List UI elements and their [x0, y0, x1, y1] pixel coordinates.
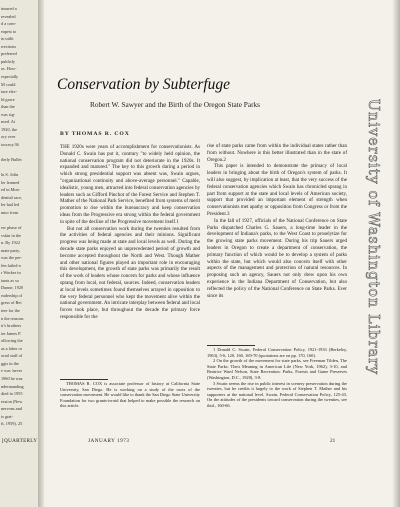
previous-page-line: ler learned [1, 179, 20, 185]
paragraph: rise of state parks came from within the individual states rather than from without. Nowhere is this better illustrated than in the state of Oregon.2 [207, 143, 347, 163]
paragraph: THE 1920s were years of accomplishment for conservationists. As Donald C. Swain has put it, contrary "to widely held opinion, the national conservation program did not deteriorate in the 1920s. It expanded and matured." The key to this growth during a period in which strong presidential support was absent was, Swain argues, "organizational continuity and above-average personnel." Capable, idealistic, young men, attracted into federal conservation agencies by leaders such as Gifford Pinchot of the Forest Service and Stephen T. Mather of the National Park Service, benefited from systems of merit promotion to rise within the bureaucracy and keep conservation ideas from the Progressive era strong within the federal government in spite of the decline of the Progressive movement itself.1 [60, 144, 201, 225]
previous-page-line: died in 1955 [1, 391, 23, 397]
previous-page-line: dential race, [1, 194, 22, 200]
previous-page-line: than the [1, 104, 15, 110]
library-stamp-text: University of Washington Library [365, 98, 381, 376]
previous-page-line: in utilit [1, 36, 14, 42]
previous-page-line: 1960 he was [1, 375, 23, 381]
previous-page-line: ture elec- [1, 89, 18, 95]
paragraph: This paper is intended to demonstrate the primacy of local leaders in bringing about the birth of Oregon's system of parks. It will also suggest, by implication at least, that the very success of the federal conservation agencies which Swain has chronicled sprang in part from support at the state and local levels of American society, support that provided an important element of strength when conservationists met apathy or opposition from Congress or from the President.3 [207, 163, 347, 217]
text-column-right [207, 143, 347, 299]
previous-page-line: nervons and [1, 406, 22, 412]
previous-page-line: ndermanding [1, 383, 24, 389]
article-byline: BY THOMAS R. COX [60, 131, 130, 137]
previous-page-line: ts grat- [1, 413, 14, 419]
previous-page-line: ter James P. [1, 330, 22, 336]
previous-page-line: rrections [1, 43, 17, 49]
paragraph: But not all conservation work during the twenties resulted from the activities of federal agencies and their minions. Significant progress was being made at state and local levels as well. During the decade state parks enjoyed an unprecedented period of growth and become accepted throughout the North and West. Though Mather and other national figures played an important role in encouraging this development, the growth of state parks was primarily the result of the work of leaders whose concern for parks and whose influence sprang from local, not federal, sources. Indeed, conservation leaders at local levels sometimes found themselves arrayed in opposition to the very federal personnel who kept the movement alive within the national government. An intricate interplay between federal and local forces took place, but throughout the decade the primary force responsible for the [60, 225, 200, 320]
previous-page-line: preferred [1, 51, 17, 57]
previous-page-line: M could [1, 81, 16, 87]
author-note [60, 381, 200, 409]
previous-page-line: fen failed-a [1, 262, 21, 268]
footnote-rule [60, 379, 108, 380]
previous-page-line: nnor from [1, 209, 19, 215]
previous-page-line: as a labor or [1, 345, 23, 351]
previous-page-line: gress of Rei [1, 300, 22, 306]
footnote: 1 Donald C. Swain, Federal Conservation Policy, 1921-1933 (Berkeley, 1963), 5-6, 120, 160, 169-70 (quotations are on pp. 170, 160). [207, 347, 347, 358]
previous-page-line: especially [1, 73, 19, 79]
previous-page-line: vskin in the [1, 232, 22, 238]
footnotes [207, 347, 347, 409]
previous-page-line: insured a [1, 6, 17, 11]
previous-page-line: eadership of [1, 292, 23, 298]
previous-page-line: nsed. At [1, 119, 16, 125]
footnote: 2 On the growth of the movement for state parks, see Freeman Tilden, The State Parks: Their Meaning in American Life (New York, 1962), 3-10, and Beatrice Ward Nelson, State Recreation: Parks, Forests and Game Preserves (Washington, D.C., 1928), 3-8. [207, 358, 347, 380]
article-title: Conservation by Subterfuge [57, 76, 231, 93]
previous-page-line: ler had led [1, 202, 20, 208]
previous-page-line: eapest to [1, 28, 17, 34]
paragraph: In the fall of 1927, officials of the National Conference on State Parks dispatched Charles G. Sauers, a long-time leader in the development of Indiana's parks, to the West Coast to proselytize for the growing state parks movement. During his trip Sauers urged leaders in Oregon to create a department of conservation, the primary function of which would be to develop a system of parks within the state, but which would also concern itself with other aspects of the management and protection of natural resources. In proposing such an agency, Sauers not only drew upon his own experience in the Indiana Department of Conservation, but also reflected the policy of the National Conference on State Parks. Ever since its [207, 217, 347, 299]
previous-page-footer: [QUARTERLY [2, 438, 38, 444]
previous-page-line: tlerly Bullet [1, 157, 22, 162]
previous-page-line: ollowing the [1, 338, 23, 344]
page-number: 21 [330, 438, 336, 444]
previous-page-line: d a com- [1, 21, 17, 27]
previous-page-line: ory over [1, 134, 16, 140]
previous-page-line: mate party, [1, 247, 21, 253]
previous-page-line: tunts as so [1, 277, 19, 283]
previous-page-line: ed in Mon- [1, 187, 21, 193]
previous-page-line: revealed [1, 13, 16, 19]
previous-page-line: 1920, the [1, 126, 17, 132]
author-note-text: THOMAS R. COX is associate professor of history at California State University, San Diego. He is working on a study of the roots of the conservation movement. He would like to thank the San Diego State University Foundation for two grants-in-aid that helped to make possible the research on this article. [60, 381, 200, 409]
previous-page-line: was sig- [1, 111, 16, 117]
previous-page-line: Dunne, 1920 [1, 285, 24, 291]
footnote-rule [207, 345, 255, 346]
text-column-left [60, 144, 200, 321]
previous-page-line: e was 'never [1, 368, 23, 374]
previous-page-line: ortal staff of [1, 353, 23, 359]
previous-page-line: n the reasons [1, 315, 24, 321]
previous-page-margin [0, 0, 39, 507]
previous-page-line: ession (New [1, 398, 23, 404]
footnote: 3 Swain seems the rise in public interest in scenery preservation during the twenties, but he credits it largely to the work of Stephen T. Mather and his supporters at the national level. Swain, Federal Conservation Policy, 125-43. On the attitudes of the presidents toward conservation during the twenties, see ibid., 160-66. [207, 380, 347, 408]
article-subtitle: Robert W. Sawyer and the Birth of the Oregon State Parks [90, 100, 261, 109]
page-edge-shadow [392, 0, 400, 507]
previous-page-line: ew phase of [1, 224, 22, 230]
previous-page-line: ln S. Jolin [1, 172, 19, 178]
previous-page-line: n. By 1922 [1, 240, 20, 246]
previous-page-line: publicly [1, 58, 16, 64]
previous-page-line: ir's brothers [1, 323, 22, 329]
previous-page-line: tere for the [1, 308, 20, 313]
previous-page-line: ggis in the [1, 360, 19, 366]
issue-date: JANUARY 1973 [88, 438, 130, 444]
previous-page-line: ld grace [1, 96, 15, 102]
previous-page-line: tocracy.36 [1, 141, 19, 147]
library-stamp [362, 95, 384, 385]
previous-page-line: r Worker in [1, 270, 21, 276]
previous-page-line: ft, 1959), 25 [1, 421, 23, 427]
previous-page-line: as. How- [1, 66, 17, 72]
previous-page-line: was the per- [1, 255, 22, 261]
